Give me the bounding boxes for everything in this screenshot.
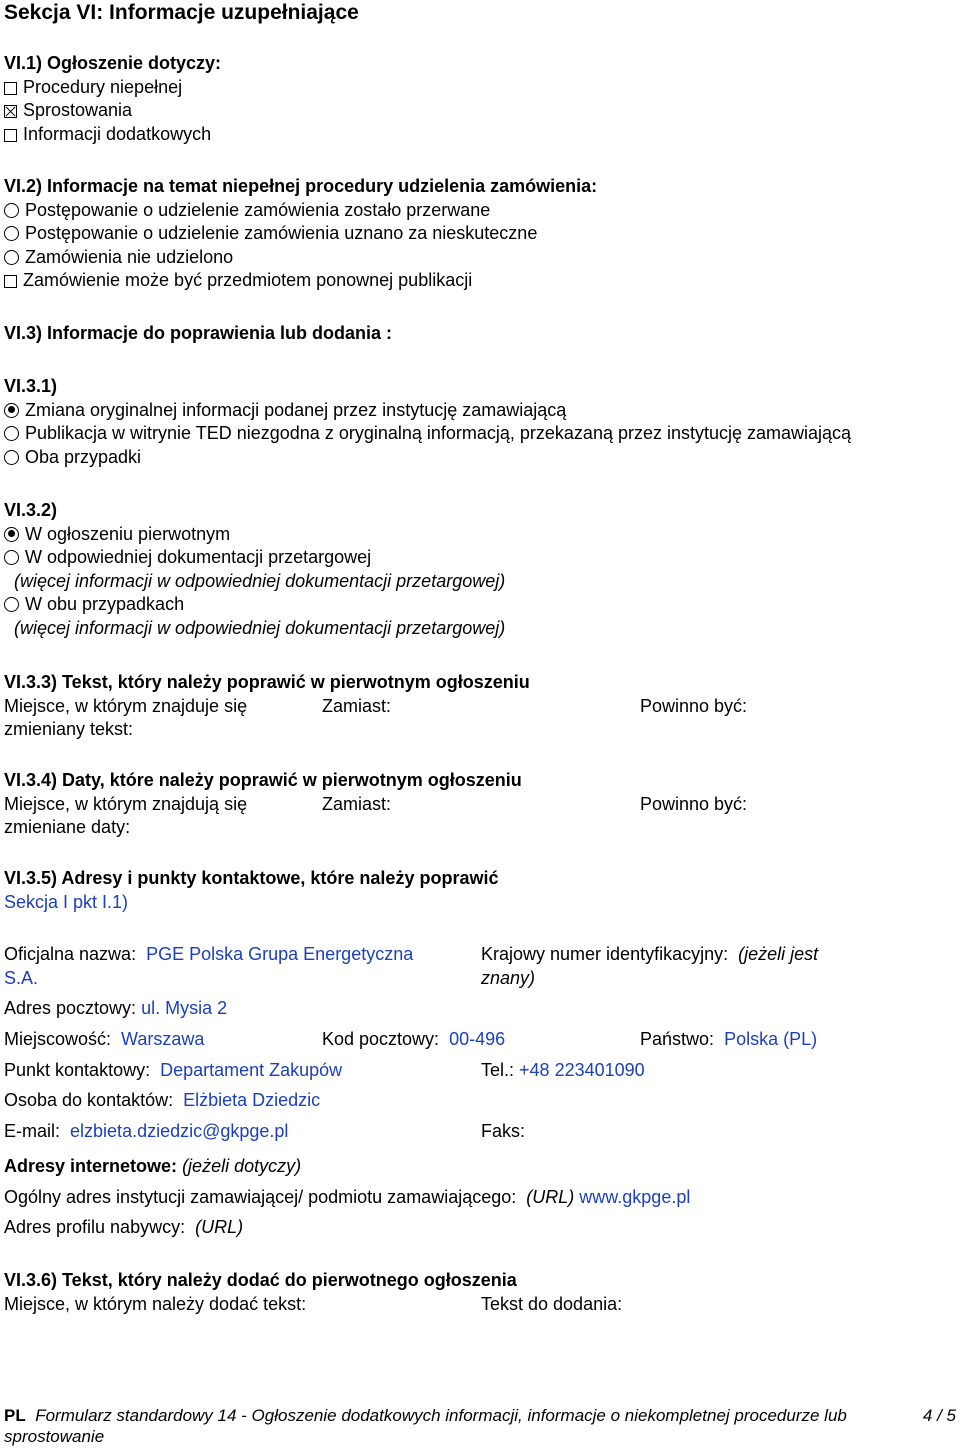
vi33-col-location: Miejsce, w którym znajduje się zmieniany tekst:: [4, 695, 248, 739]
vi31-option-oba[interactable]: Oba przypadki: [4, 446, 954, 470]
official-name-label: Oficjalna nazwa:: [4, 944, 137, 964]
section-vi31: [4, 375, 954, 469]
radio-empty-icon[interactable]: [4, 226, 19, 241]
vi36-heading: VI.3.6) Tekst, który należy dodać do pierwotnego ogłoszenia: [4, 1270, 517, 1290]
radio-empty-icon[interactable]: [4, 203, 19, 218]
vi35-section-ref: Sekcja I pkt I.1): [4, 891, 129, 912]
checkbox-empty-icon[interactable]: [4, 82, 17, 95]
person-label: Osoba do kontaktów:: [4, 1090, 174, 1110]
vi33-col-powinno: Powinno być:: [640, 695, 748, 716]
footer-lang: PL: [4, 1406, 26, 1425]
vi1-option-informacji[interactable]: Informacji dodatkowych: [4, 123, 954, 147]
vi33-col-zamiast: Zamiast:: [322, 695, 392, 716]
address-label: Adres pocztowy:: [4, 998, 137, 1018]
vi36-col-text: Tekst do dodania:: [481, 1293, 623, 1314]
country-value: Polska (PL): [724, 1029, 818, 1049]
radio-selected-icon[interactable]: [4, 403, 19, 418]
postal-label: Kod pocztowy:: [322, 1029, 440, 1049]
checkbox-empty-icon[interactable]: [4, 129, 17, 142]
postal-value: 00-496: [449, 1029, 506, 1049]
national-id-note-cont: znany): [481, 967, 536, 988]
buyer-profile-label: Adres profilu nabywcy:: [4, 1217, 186, 1237]
country-label: Państwo:: [640, 1029, 715, 1049]
vi3-heading: VI.3) Informacje do poprawienia lub dodania :: [4, 323, 393, 343]
general-address-url-note: (URL): [526, 1187, 575, 1207]
vi2-heading: VI.2) Informacje na temat niepełnej procedury udzielenia zamówienia:: [4, 176, 598, 196]
country-row: [640, 1028, 817, 1052]
vi2-option-nieskuteczne[interactable]: Postępowanie o udzielenie zamówienia uznano za nieskuteczne: [4, 222, 954, 246]
official-name-value: PGE Polska Grupa Energetyczna: [146, 944, 414, 964]
radio-empty-icon[interactable]: [4, 450, 19, 465]
buyer-profile-row: [4, 1216, 243, 1240]
city-value: Warszawa: [121, 1029, 205, 1049]
postal-row: [322, 1028, 505, 1052]
footer-page-number: 4 / 5: [922, 1406, 956, 1425]
city-label: Miejscowość:: [4, 1029, 112, 1049]
checkbox-empty-icon[interactable]: [4, 275, 17, 288]
checkbox-checked-icon[interactable]: [4, 105, 17, 118]
contact-point-row: [4, 1059, 342, 1083]
vi34-col-zamiast: Zamiast:: [322, 793, 392, 814]
person-value: Elżbieta Dziedzic: [183, 1090, 321, 1110]
vi32-heading: VI.3.2): [4, 500, 58, 520]
tel-label: Tel.:: [481, 1060, 515, 1080]
vi2-option-ponowna-publikacja[interactable]: Zamówienie może być przedmiotem ponownej publikacji: [4, 269, 954, 293]
vi35-heading: VI.3.5) Adresy i punkty kontaktowe, które należy poprawić: [4, 868, 499, 888]
vi34-heading: VI.3.4) Daty, które należy poprawić w pierwotnym ogłoszeniu: [4, 770, 522, 790]
tel-row: [481, 1059, 645, 1083]
radio-empty-icon[interactable]: [4, 426, 19, 441]
vi32-option-obu[interactable]: W obu przypadkach: [4, 593, 954, 617]
radio-empty-icon[interactable]: [4, 597, 19, 612]
contact-point-label: Punkt kontaktowy:: [4, 1060, 151, 1080]
section-vi36: [4, 1269, 954, 1319]
vi34-col-location: Miejsce, w którym znajdują się zmieniane daty:: [4, 793, 248, 837]
internet-row: [4, 1155, 301, 1179]
internet-note: (jeżeli dotyczy): [182, 1156, 302, 1176]
email-link[interactable]: elzbieta.dziedzic@gkpge.pl: [70, 1121, 289, 1141]
vi31-option-zmiana[interactable]: Zmiana oryginalnej informacji podanej przez instytucję zamawiającą: [4, 399, 954, 423]
section-vi2: [4, 175, 954, 293]
official-name-row: [4, 943, 413, 990]
general-address-label: Ogólny adres instytucji zamawiającej/ podmiotu zamawiającego:: [4, 1187, 517, 1207]
national-id-label: Krajowy numer identyfikacyjny:: [481, 944, 729, 964]
general-address-row: [4, 1186, 690, 1210]
address-row: [4, 997, 227, 1021]
tel-value: +48 223401090: [519, 1060, 645, 1080]
city-row: [4, 1028, 204, 1052]
section-vi33: [4, 671, 954, 743]
fax-label: Faks:: [481, 1121, 526, 1141]
footer-form-name: Formularz standardowy 14 - Ogłoszenie dodatkowych informacji, informacje o niekompletnej procedurze lub: [35, 1406, 847, 1425]
vi2-option-nie-udzielono[interactable]: Zamówienia nie udzielono: [4, 246, 954, 270]
email-row: [4, 1120, 288, 1144]
vi1-option-procedury[interactable]: Procedury niepełnej: [4, 76, 954, 100]
vi31-heading: VI.3.1): [4, 376, 58, 396]
vi33-heading: VI.3.3) Tekst, który należy poprawić w pierwotnym ogłoszeniu: [4, 672, 530, 692]
radio-empty-icon[interactable]: [4, 550, 19, 565]
national-id-row: [481, 943, 818, 990]
official-name-value-cont: S.A.: [4, 967, 39, 988]
buyer-profile-url-note: (URL): [195, 1217, 244, 1237]
general-address-link[interactable]: www.gkpge.pl: [579, 1187, 691, 1207]
vi36-col-location: Miejsce, w którym należy dodać tekst:: [4, 1293, 307, 1314]
address-value: ul. Mysia 2: [141, 998, 228, 1018]
vi1-option-sprostowania[interactable]: Sprostowania: [4, 99, 954, 123]
vi32-option-pierwotne[interactable]: W ogłoszeniu pierwotnym: [4, 523, 954, 547]
vi2-option-przerwane[interactable]: Postępowanie o udzielenie zamówienia zostało przerwane: [4, 199, 954, 223]
internet-heading: Adresy internetowe:: [4, 1156, 178, 1176]
email-label: E-mail:: [4, 1121, 61, 1141]
section-vi35: [4, 867, 954, 1267]
section-vi32: [4, 499, 954, 640]
national-id-note: (jeżeli jest: [738, 944, 819, 964]
vi32-option-obu-note: (więcej informacji w odpowiedniej dokumentacji przetargowej): [14, 617, 506, 638]
vi31-option-ted[interactable]: Publikacja w witrynie TED niezgodna z oryginalną informacją, przekazaną przez instytucję zamawiającą: [4, 422, 954, 446]
vi34-col-powinno: Powinno być:: [640, 793, 748, 814]
vi1-heading: VI.1) Ogłoszenie dotyczy:: [4, 53, 222, 73]
section-vi1: [4, 52, 954, 146]
section-vi34: [4, 769, 954, 841]
vi32-option-dokumentacja[interactable]: W odpowiedniej dokumentacji przetargowej: [4, 546, 954, 570]
footer-form-name-cont: sprostowanie: [4, 1427, 105, 1446]
person-row: [4, 1089, 320, 1113]
vi32-option-dokumentacja-note: (więcej informacji w odpowiedniej dokumentacji przetargowej): [14, 570, 506, 591]
radio-selected-icon[interactable]: [4, 527, 19, 542]
radio-empty-icon[interactable]: [4, 250, 19, 265]
contact-point-value: Departament Zakupów: [160, 1060, 343, 1080]
section-title: Sekcja VI: Informacje uzupełniające: [4, 1, 359, 24]
